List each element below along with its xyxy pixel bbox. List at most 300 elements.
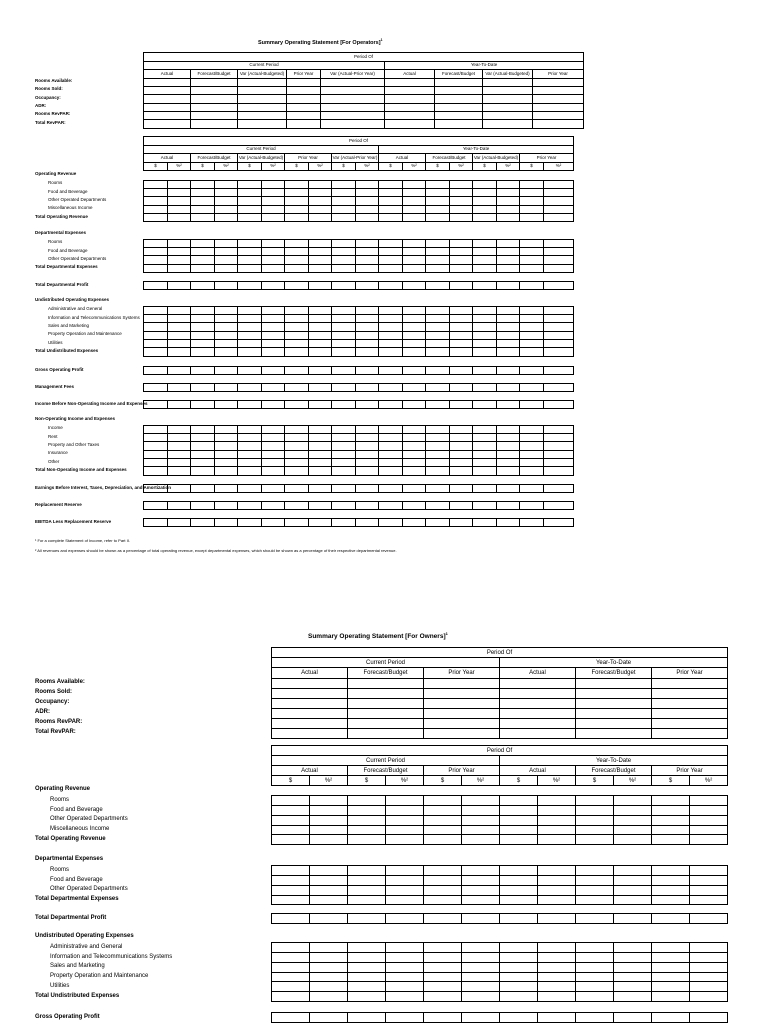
stat-cell[interactable] xyxy=(424,698,500,708)
amount-cell[interactable] xyxy=(426,306,450,314)
amount-cell[interactable] xyxy=(215,189,238,197)
amount-cell[interactable] xyxy=(497,367,520,375)
amount-cell[interactable] xyxy=(215,401,238,409)
amount-cell[interactable] xyxy=(348,885,386,895)
amount-cell[interactable] xyxy=(450,425,473,433)
amount-cell[interactable] xyxy=(538,914,576,924)
amount-cell[interactable] xyxy=(144,519,168,527)
amount-cell[interactable] xyxy=(462,1013,500,1023)
amount-cell[interactable] xyxy=(262,180,285,188)
amount-cell[interactable] xyxy=(544,189,574,197)
amount-cell[interactable] xyxy=(520,340,544,348)
amount-cell[interactable] xyxy=(379,239,403,247)
amount-cell[interactable] xyxy=(144,485,168,493)
amount-cell[interactable] xyxy=(272,885,310,895)
amount-cell[interactable] xyxy=(614,876,652,886)
amount-cell[interactable] xyxy=(285,384,309,392)
amount-cell[interactable] xyxy=(191,485,215,493)
amount-cell[interactable] xyxy=(473,467,497,475)
amount-cell[interactable] xyxy=(426,485,450,493)
amount-cell[interactable] xyxy=(386,943,424,953)
stat-cell[interactable] xyxy=(500,688,576,698)
amount-cell[interactable] xyxy=(309,467,332,475)
amount-cell[interactable] xyxy=(238,425,262,433)
amount-cell[interactable] xyxy=(332,450,356,458)
stat-cell[interactable] xyxy=(238,111,287,119)
amount-cell[interactable] xyxy=(310,953,348,963)
amount-cell[interactable] xyxy=(386,992,424,1002)
amount-cell[interactable] xyxy=(426,425,450,433)
amount-cell[interactable] xyxy=(450,434,473,442)
stat-cell[interactable] xyxy=(500,728,576,738)
amount-cell[interactable] xyxy=(238,367,262,375)
amount-cell[interactable] xyxy=(520,306,544,314)
stat-cell[interactable] xyxy=(652,698,728,708)
amount-cell[interactable] xyxy=(309,323,332,331)
amount-cell[interactable] xyxy=(309,214,332,222)
amount-cell[interactable] xyxy=(191,442,215,450)
amount-cell[interactable] xyxy=(285,450,309,458)
amount-cell[interactable] xyxy=(538,1013,576,1023)
amount-cell[interactable] xyxy=(332,205,356,213)
amount-cell[interactable] xyxy=(238,467,262,475)
amount-cell[interactable] xyxy=(348,992,386,1002)
amount-cell[interactable] xyxy=(332,467,356,475)
amount-cell[interactable] xyxy=(544,323,574,331)
amount-cell[interactable] xyxy=(356,434,379,442)
amount-cell[interactable] xyxy=(262,519,285,527)
amount-cell[interactable] xyxy=(652,962,690,972)
amount-cell[interactable] xyxy=(348,962,386,972)
amount-cell[interactable] xyxy=(462,992,500,1002)
amount-cell[interactable] xyxy=(191,256,215,264)
amount-cell[interactable] xyxy=(238,450,262,458)
stat-cell[interactable] xyxy=(533,120,584,128)
amount-cell[interactable] xyxy=(403,306,426,314)
amount-cell[interactable] xyxy=(332,315,356,323)
amount-cell[interactable] xyxy=(144,434,168,442)
amount-cell[interactable] xyxy=(332,519,356,527)
amount-cell[interactable] xyxy=(168,239,191,247)
amount-cell[interactable] xyxy=(144,348,168,356)
amount-cell[interactable] xyxy=(379,485,403,493)
amount-cell[interactable] xyxy=(144,450,168,458)
amount-cell[interactable] xyxy=(285,282,309,290)
amount-cell[interactable] xyxy=(386,982,424,992)
amount-cell[interactable] xyxy=(285,323,309,331)
amount-cell[interactable] xyxy=(332,323,356,331)
amount-cell[interactable] xyxy=(576,825,614,835)
stat-cell[interactable] xyxy=(576,728,652,738)
amount-cell[interactable] xyxy=(215,214,238,222)
stat-cell[interactable] xyxy=(652,678,728,688)
amount-cell[interactable] xyxy=(450,248,473,256)
amount-cell[interactable] xyxy=(386,953,424,963)
amount-cell[interactable] xyxy=(576,876,614,886)
amount-cell[interactable] xyxy=(614,806,652,816)
amount-cell[interactable] xyxy=(386,806,424,816)
amount-cell[interactable] xyxy=(309,180,332,188)
amount-cell[interactable] xyxy=(403,197,426,205)
amount-cell[interactable] xyxy=(690,866,728,876)
amount-cell[interactable] xyxy=(168,384,191,392)
amount-cell[interactable] xyxy=(614,835,652,845)
amount-cell[interactable] xyxy=(285,434,309,442)
amount-cell[interactable] xyxy=(379,502,403,510)
amount-cell[interactable] xyxy=(497,323,520,331)
amount-cell[interactable] xyxy=(348,895,386,905)
amount-cell[interactable] xyxy=(386,825,424,835)
amount-cell[interactable] xyxy=(310,943,348,953)
amount-cell[interactable] xyxy=(168,315,191,323)
amount-cell[interactable] xyxy=(356,485,379,493)
amount-cell[interactable] xyxy=(576,885,614,895)
amount-cell[interactable] xyxy=(348,815,386,825)
amount-cell[interactable] xyxy=(462,866,500,876)
amount-cell[interactable] xyxy=(348,806,386,816)
amount-cell[interactable] xyxy=(356,323,379,331)
amount-cell[interactable] xyxy=(462,914,500,924)
amount-cell[interactable] xyxy=(356,340,379,348)
stat-cell[interactable] xyxy=(287,95,321,103)
amount-cell[interactable] xyxy=(473,306,497,314)
stat-cell[interactable] xyxy=(435,95,483,103)
amount-cell[interactable] xyxy=(424,992,462,1002)
amount-cell[interactable] xyxy=(500,806,538,816)
amount-cell[interactable] xyxy=(332,434,356,442)
amount-cell[interactable] xyxy=(576,953,614,963)
amount-cell[interactable] xyxy=(238,205,262,213)
amount-cell[interactable] xyxy=(332,214,356,222)
amount-cell[interactable] xyxy=(309,485,332,493)
amount-cell[interactable] xyxy=(544,197,574,205)
amount-cell[interactable] xyxy=(538,806,576,816)
amount-cell[interactable] xyxy=(285,197,309,205)
amount-cell[interactable] xyxy=(144,214,168,222)
amount-cell[interactable] xyxy=(309,239,332,247)
amount-cell[interactable] xyxy=(426,459,450,467)
amount-cell[interactable] xyxy=(497,434,520,442)
amount-cell[interactable] xyxy=(500,885,538,895)
amount-cell[interactable] xyxy=(332,239,356,247)
stat-cell[interactable] xyxy=(144,87,191,95)
amount-cell[interactable] xyxy=(215,180,238,188)
amount-cell[interactable] xyxy=(426,197,450,205)
amount-cell[interactable] xyxy=(285,442,309,450)
amount-cell[interactable] xyxy=(544,502,574,510)
amount-cell[interactable] xyxy=(450,197,473,205)
amount-cell[interactable] xyxy=(538,815,576,825)
amount-cell[interactable] xyxy=(520,442,544,450)
amount-cell[interactable] xyxy=(473,248,497,256)
stat-cell[interactable] xyxy=(287,120,321,128)
stat-cell[interactable] xyxy=(483,120,533,128)
amount-cell[interactable] xyxy=(462,876,500,886)
amount-cell[interactable] xyxy=(285,214,309,222)
stat-cell[interactable] xyxy=(385,87,435,95)
amount-cell[interactable] xyxy=(379,180,403,188)
amount-cell[interactable] xyxy=(424,835,462,845)
amount-cell[interactable] xyxy=(238,248,262,256)
amount-cell[interactable] xyxy=(473,180,497,188)
amount-cell[interactable] xyxy=(262,401,285,409)
amount-cell[interactable] xyxy=(403,256,426,264)
amount-cell[interactable] xyxy=(309,248,332,256)
amount-cell[interactable] xyxy=(191,467,215,475)
amount-cell[interactable] xyxy=(426,323,450,331)
amount-cell[interactable] xyxy=(386,914,424,924)
amount-cell[interactable] xyxy=(262,348,285,356)
amount-cell[interactable] xyxy=(520,264,544,272)
amount-cell[interactable] xyxy=(168,205,191,213)
stat-cell[interactable] xyxy=(483,111,533,119)
amount-cell[interactable] xyxy=(538,972,576,982)
stat-cell[interactable] xyxy=(144,111,191,119)
amount-cell[interactable] xyxy=(348,982,386,992)
amount-cell[interactable] xyxy=(652,1013,690,1023)
amount-cell[interactable] xyxy=(309,282,332,290)
amount-cell[interactable] xyxy=(544,239,574,247)
amount-cell[interactable] xyxy=(309,434,332,442)
amount-cell[interactable] xyxy=(285,401,309,409)
amount-cell[interactable] xyxy=(690,914,728,924)
amount-cell[interactable] xyxy=(424,815,462,825)
amount-cell[interactable] xyxy=(348,866,386,876)
amount-cell[interactable] xyxy=(690,806,728,816)
amount-cell[interactable] xyxy=(348,1013,386,1023)
stat-cell[interactable] xyxy=(483,87,533,95)
amount-cell[interactable] xyxy=(500,972,538,982)
stat-cell[interactable] xyxy=(424,688,500,698)
amount-cell[interactable] xyxy=(462,885,500,895)
amount-cell[interactable] xyxy=(356,282,379,290)
amount-cell[interactable] xyxy=(144,189,168,197)
amount-cell[interactable] xyxy=(238,306,262,314)
amount-cell[interactable] xyxy=(309,205,332,213)
amount-cell[interactable] xyxy=(272,1013,310,1023)
amount-cell[interactable] xyxy=(168,367,191,375)
stat-cell[interactable] xyxy=(272,678,348,688)
amount-cell[interactable] xyxy=(538,885,576,895)
amount-cell[interactable] xyxy=(356,467,379,475)
amount-cell[interactable] xyxy=(309,401,332,409)
amount-cell[interactable] xyxy=(544,180,574,188)
amount-cell[interactable] xyxy=(497,442,520,450)
amount-cell[interactable] xyxy=(144,384,168,392)
amount-cell[interactable] xyxy=(191,189,215,197)
amount-cell[interactable] xyxy=(215,239,238,247)
amount-cell[interactable] xyxy=(285,306,309,314)
amount-cell[interactable] xyxy=(497,331,520,339)
amount-cell[interactable] xyxy=(544,459,574,467)
amount-cell[interactable] xyxy=(379,282,403,290)
amount-cell[interactable] xyxy=(450,459,473,467)
amount-cell[interactable] xyxy=(215,459,238,467)
amount-cell[interactable] xyxy=(309,450,332,458)
amount-cell[interactable] xyxy=(473,331,497,339)
amount-cell[interactable] xyxy=(544,248,574,256)
stat-cell[interactable] xyxy=(576,718,652,728)
amount-cell[interactable] xyxy=(309,306,332,314)
amount-cell[interactable] xyxy=(144,205,168,213)
amount-cell[interactable] xyxy=(238,459,262,467)
amount-cell[interactable] xyxy=(652,953,690,963)
amount-cell[interactable] xyxy=(379,442,403,450)
amount-cell[interactable] xyxy=(544,425,574,433)
stat-cell[interactable] xyxy=(191,120,238,128)
amount-cell[interactable] xyxy=(544,450,574,458)
amount-cell[interactable] xyxy=(332,502,356,510)
amount-cell[interactable] xyxy=(520,425,544,433)
stat-cell[interactable] xyxy=(191,87,238,95)
amount-cell[interactable] xyxy=(520,467,544,475)
amount-cell[interactable] xyxy=(191,367,215,375)
stat-cell[interactable] xyxy=(533,95,584,103)
amount-cell[interactable] xyxy=(310,796,348,806)
stat-cell[interactable] xyxy=(424,728,500,738)
amount-cell[interactable] xyxy=(215,519,238,527)
amount-cell[interactable] xyxy=(652,806,690,816)
amount-cell[interactable] xyxy=(272,914,310,924)
amount-cell[interactable] xyxy=(379,384,403,392)
amount-cell[interactable] xyxy=(356,189,379,197)
amount-cell[interactable] xyxy=(356,331,379,339)
amount-cell[interactable] xyxy=(285,519,309,527)
amount-cell[interactable] xyxy=(473,434,497,442)
amount-cell[interactable] xyxy=(426,519,450,527)
amount-cell[interactable] xyxy=(403,485,426,493)
amount-cell[interactable] xyxy=(473,367,497,375)
amount-cell[interactable] xyxy=(262,282,285,290)
amount-cell[interactable] xyxy=(520,401,544,409)
amount-cell[interactable] xyxy=(473,214,497,222)
amount-cell[interactable] xyxy=(473,485,497,493)
stat-cell[interactable] xyxy=(348,708,424,718)
amount-cell[interactable] xyxy=(168,282,191,290)
stat-cell[interactable] xyxy=(238,78,287,86)
amount-cell[interactable] xyxy=(215,367,238,375)
stat-cell[interactable] xyxy=(483,78,533,86)
amount-cell[interactable] xyxy=(379,315,403,323)
amount-cell[interactable] xyxy=(168,519,191,527)
amount-cell[interactable] xyxy=(262,485,285,493)
amount-cell[interactable] xyxy=(285,189,309,197)
amount-cell[interactable] xyxy=(473,459,497,467)
amount-cell[interactable] xyxy=(497,502,520,510)
amount-cell[interactable] xyxy=(191,401,215,409)
amount-cell[interactable] xyxy=(424,953,462,963)
amount-cell[interactable] xyxy=(500,914,538,924)
amount-cell[interactable] xyxy=(285,425,309,433)
amount-cell[interactable] xyxy=(690,992,728,1002)
amount-cell[interactable] xyxy=(272,972,310,982)
amount-cell[interactable] xyxy=(356,425,379,433)
amount-cell[interactable] xyxy=(424,885,462,895)
amount-cell[interactable] xyxy=(520,180,544,188)
amount-cell[interactable] xyxy=(500,1013,538,1023)
stat-cell[interactable] xyxy=(500,708,576,718)
amount-cell[interactable] xyxy=(168,340,191,348)
stat-cell[interactable] xyxy=(238,120,287,128)
amount-cell[interactable] xyxy=(191,502,215,510)
stat-cell[interactable] xyxy=(483,95,533,103)
amount-cell[interactable] xyxy=(520,519,544,527)
amount-cell[interactable] xyxy=(473,348,497,356)
amount-cell[interactable] xyxy=(168,467,191,475)
amount-cell[interactable] xyxy=(309,256,332,264)
amount-cell[interactable] xyxy=(450,180,473,188)
amount-cell[interactable] xyxy=(272,796,310,806)
amount-cell[interactable] xyxy=(520,239,544,247)
stat-cell[interactable] xyxy=(533,103,584,111)
amount-cell[interactable] xyxy=(576,815,614,825)
amount-cell[interactable] xyxy=(144,264,168,272)
stat-cell[interactable] xyxy=(321,103,385,111)
amount-cell[interactable] xyxy=(424,982,462,992)
amount-cell[interactable] xyxy=(497,256,520,264)
amount-cell[interactable] xyxy=(262,214,285,222)
amount-cell[interactable] xyxy=(424,895,462,905)
stat-cell[interactable] xyxy=(272,688,348,698)
amount-cell[interactable] xyxy=(497,459,520,467)
stat-cell[interactable] xyxy=(191,95,238,103)
amount-cell[interactable] xyxy=(332,306,356,314)
stat-cell[interactable] xyxy=(287,103,321,111)
amount-cell[interactable] xyxy=(144,197,168,205)
amount-cell[interactable] xyxy=(285,264,309,272)
amount-cell[interactable] xyxy=(144,331,168,339)
amount-cell[interactable] xyxy=(462,982,500,992)
amount-cell[interactable] xyxy=(652,796,690,806)
amount-cell[interactable] xyxy=(285,248,309,256)
amount-cell[interactable] xyxy=(614,815,652,825)
amount-cell[interactable] xyxy=(614,1013,652,1023)
amount-cell[interactable] xyxy=(238,256,262,264)
stat-cell[interactable] xyxy=(500,718,576,728)
amount-cell[interactable] xyxy=(310,806,348,816)
amount-cell[interactable] xyxy=(238,189,262,197)
amount-cell[interactable] xyxy=(310,962,348,972)
stat-cell[interactable] xyxy=(576,678,652,688)
amount-cell[interactable] xyxy=(144,367,168,375)
amount-cell[interactable] xyxy=(403,434,426,442)
amount-cell[interactable] xyxy=(652,914,690,924)
amount-cell[interactable] xyxy=(403,384,426,392)
amount-cell[interactable] xyxy=(520,434,544,442)
amount-cell[interactable] xyxy=(403,425,426,433)
amount-cell[interactable] xyxy=(332,384,356,392)
amount-cell[interactable] xyxy=(215,485,238,493)
amount-cell[interactable] xyxy=(576,866,614,876)
amount-cell[interactable] xyxy=(520,197,544,205)
amount-cell[interactable] xyxy=(272,815,310,825)
amount-cell[interactable] xyxy=(356,384,379,392)
amount-cell[interactable] xyxy=(690,962,728,972)
amount-cell[interactable] xyxy=(690,815,728,825)
amount-cell[interactable] xyxy=(462,835,500,845)
amount-cell[interactable] xyxy=(497,467,520,475)
amount-cell[interactable] xyxy=(500,953,538,963)
stat-cell[interactable] xyxy=(435,120,483,128)
amount-cell[interactable] xyxy=(379,189,403,197)
amount-cell[interactable] xyxy=(544,214,574,222)
amount-cell[interactable] xyxy=(497,180,520,188)
amount-cell[interactable] xyxy=(262,205,285,213)
amount-cell[interactable] xyxy=(473,401,497,409)
amount-cell[interactable] xyxy=(386,885,424,895)
amount-cell[interactable] xyxy=(426,282,450,290)
amount-cell[interactable] xyxy=(215,264,238,272)
